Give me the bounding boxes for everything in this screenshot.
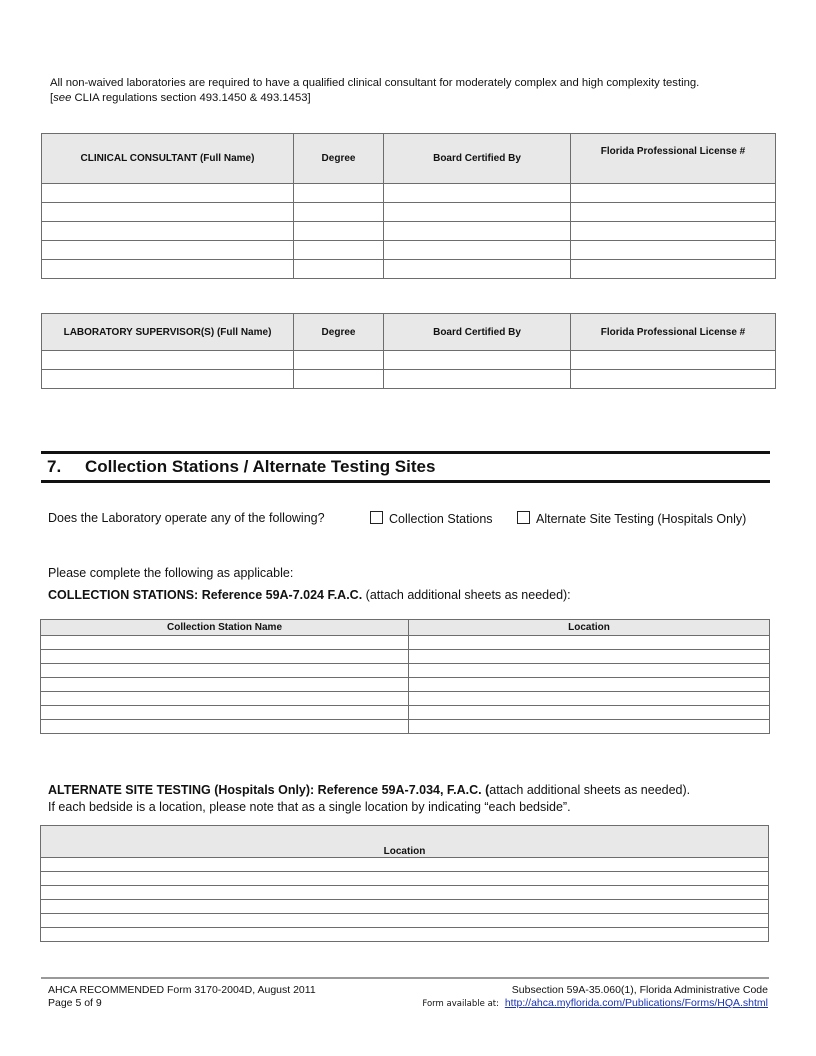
table-row	[41, 692, 770, 706]
table-row	[41, 706, 770, 720]
table-row	[42, 184, 776, 203]
table-row	[41, 678, 770, 692]
station-name-cell[interactable]	[41, 650, 409, 664]
collection-stations-table	[40, 619, 770, 734]
degree-cell[interactable]	[294, 370, 384, 389]
form-name: AHCA RECOMMENDED Form 3170-2004D, August 2011	[48, 984, 316, 996]
alternate-site-label: Alternate Site Testing (Hospitals Only)	[536, 512, 747, 526]
alternate-site-checkbox[interactable]	[517, 511, 530, 524]
page-number: Page 5 of 9	[48, 997, 102, 1009]
license-cell[interactable]	[571, 241, 776, 260]
header-supervisor-name: LABORATORY SUPERVISOR(S) (Full Name)	[42, 314, 294, 351]
license-cell[interactable]	[571, 351, 776, 370]
degree-cell[interactable]	[294, 241, 384, 260]
station-name-cell[interactable]	[41, 678, 409, 692]
consultant-name-cell[interactable]	[42, 203, 294, 222]
board-cell[interactable]	[384, 222, 571, 241]
location-cell[interactable]	[41, 900, 769, 914]
table-row	[42, 351, 776, 370]
section-title: Collection Stations / Alternate Testing Sites	[85, 457, 436, 476]
consultant-name-cell[interactable]	[42, 222, 294, 241]
location-cell[interactable]	[409, 706, 770, 720]
station-name-cell[interactable]	[41, 664, 409, 678]
board-cell[interactable]	[384, 184, 571, 203]
board-cell[interactable]	[384, 241, 571, 260]
supervisor-name-cell[interactable]	[42, 351, 294, 370]
supervisor-name-cell[interactable]	[42, 370, 294, 389]
header-station-name: Collection Station Name	[41, 620, 409, 636]
table-row	[42, 222, 776, 241]
header-degree: Degree	[294, 134, 384, 184]
header-license: Florida Professional License #	[571, 134, 776, 184]
table-row	[41, 914, 769, 928]
footer-left	[48, 984, 316, 1010]
table-row	[42, 370, 776, 389]
license-cell[interactable]	[571, 260, 776, 279]
location-cell[interactable]	[409, 720, 770, 734]
station-name-cell[interactable]	[41, 720, 409, 734]
footer-divider	[41, 977, 769, 979]
table-row	[41, 636, 770, 650]
consultant-name-cell[interactable]	[42, 241, 294, 260]
location-cell[interactable]	[409, 650, 770, 664]
header-degree: Degree	[294, 314, 384, 351]
section-7-heading	[41, 451, 770, 483]
laboratory-supervisor-table	[41, 313, 776, 389]
degree-cell[interactable]	[294, 203, 384, 222]
consultant-name-cell[interactable]	[42, 184, 294, 203]
table-row	[42, 241, 776, 260]
footer-right	[422, 984, 768, 1011]
location-cell[interactable]	[409, 678, 770, 692]
degree-cell[interactable]	[294, 351, 384, 370]
alternate-site-reference: ALTERNATE SITE TESTING (Hospitals Only): Reference 59A-7.034, F.A.C. (attach additional sheets as needed). If each bedside is a location, please note that as a single location by indicating “each bedside”.	[48, 783, 691, 814]
please-complete-text: Please complete the following as applicable:	[48, 566, 294, 580]
license-cell[interactable]	[571, 222, 776, 241]
degree-cell[interactable]	[294, 260, 384, 279]
table-row	[42, 260, 776, 279]
table-row	[41, 928, 769, 942]
header-board-certified: Board Certified By	[384, 134, 571, 184]
table-row	[41, 872, 769, 886]
form-url-link[interactable]: http://ahca.myflorida.com/Publications/Forms/HQA.shtml	[504, 997, 768, 1009]
location-cell[interactable]	[41, 872, 769, 886]
header-location: Location	[409, 620, 770, 636]
collection-stations-label: Collection Stations	[389, 512, 493, 526]
license-cell[interactable]	[571, 370, 776, 389]
table-row	[41, 900, 769, 914]
board-cell[interactable]	[384, 370, 571, 389]
table-row	[41, 664, 770, 678]
form-available-label: Form available at:	[422, 999, 499, 1009]
table-row	[41, 858, 769, 872]
board-cell[interactable]	[384, 351, 571, 370]
header-license: Florida Professional License #	[571, 314, 776, 351]
intro-line-2: [see CLIA regulations section 493.1450 & 493.1453]	[50, 92, 311, 104]
board-cell[interactable]	[384, 203, 571, 222]
location-cell[interactable]	[409, 636, 770, 650]
board-cell[interactable]	[384, 260, 571, 279]
table-row	[42, 203, 776, 222]
degree-cell[interactable]	[294, 222, 384, 241]
table-row	[41, 886, 769, 900]
alternate-site-table	[40, 825, 769, 942]
location-cell[interactable]	[409, 692, 770, 706]
station-name-cell[interactable]	[41, 706, 409, 720]
header-consultant-name: CLINICAL CONSULTANT (Full Name)	[42, 134, 294, 184]
intro-line-1: All non-waived laboratories are required to have a qualified clinical consultant for moderately complex and high complexity testing.	[50, 77, 700, 89]
operate-question: Does the Laboratory operate any of the following?	[48, 511, 325, 525]
table-row	[41, 650, 770, 664]
degree-cell[interactable]	[294, 184, 384, 203]
collection-stations-option[interactable]	[370, 511, 493, 526]
header-board-certified: Board Certified By	[384, 314, 571, 351]
license-cell[interactable]	[571, 184, 776, 203]
location-cell[interactable]	[409, 664, 770, 678]
station-name-cell[interactable]	[41, 692, 409, 706]
location-cell[interactable]	[41, 914, 769, 928]
collection-stations-reference: COLLECTION STATIONS: Reference 59A-7.024 F.A.C. (attach additional sheets as needed):	[48, 588, 571, 602]
alternate-site-option[interactable]	[517, 511, 746, 526]
collection-stations-checkbox[interactable]	[370, 511, 383, 524]
subsection-text: Subsection 59A-35.060(1), Florida Administrative Code	[511, 984, 768, 996]
table-row	[41, 720, 770, 734]
alternate-site-note: If each bedside is a location, please note that as a single location by indicating “each bedside”.	[48, 800, 571, 814]
section-number: 7.	[47, 457, 62, 476]
location-cell[interactable]	[41, 928, 769, 942]
location-cell[interactable]	[41, 858, 769, 872]
license-cell[interactable]	[571, 203, 776, 222]
header-location: Location	[41, 826, 769, 858]
consultant-name-cell[interactable]	[42, 260, 294, 279]
station-name-cell[interactable]	[41, 636, 409, 650]
clinical-consultant-table	[41, 133, 776, 279]
intro-text	[50, 76, 699, 106]
location-cell[interactable]	[41, 886, 769, 900]
